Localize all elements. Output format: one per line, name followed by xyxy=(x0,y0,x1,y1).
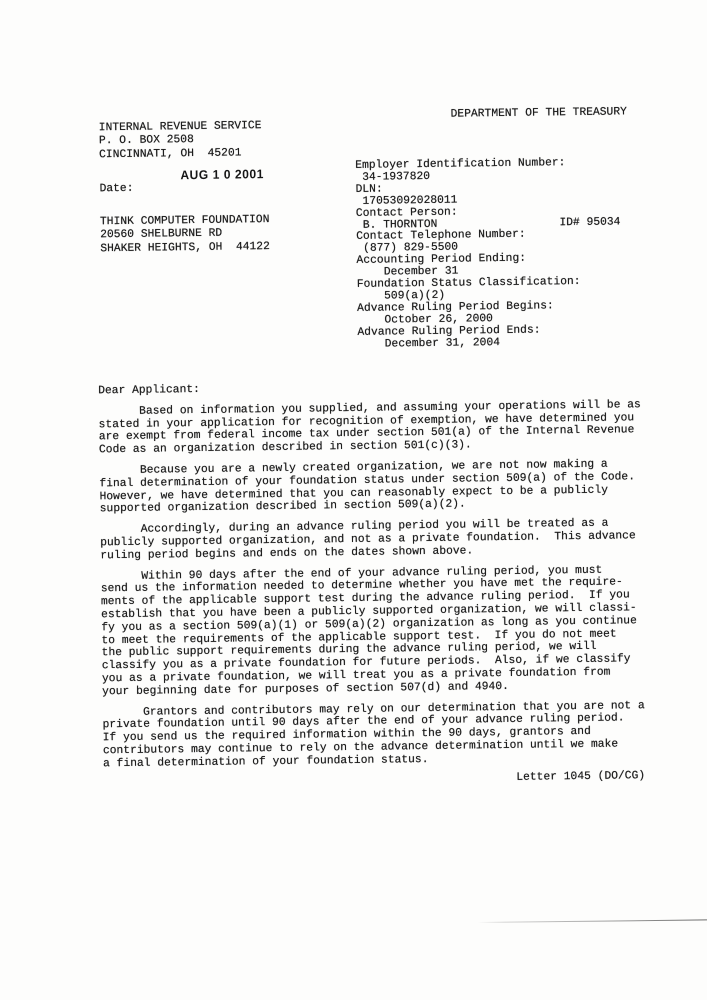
paragraph-foundation-status: Because you are a newly created organization, we are not now making a final determination of your foundation status under section 509(a) of the Code. However, we have determined that you can reasonably expect to be a publicly supported organization described in section 509(a)(2). xyxy=(99,458,636,516)
date-stamp: AUG 1 0 2001 xyxy=(180,167,265,183)
sender-address: INTERNAL REVENUE SERVICE P. O. BOX 2508 CINCINNATI, OH 45201 xyxy=(98,120,262,161)
paragraph-exemption-determination: Based on information you supplied, and assuming your operations will be as stated in your application for recognition of exemption, we have determined you are exempt from federal income tax under section 501(a) of the Internal Revenue Code as an organization described in section 501(c)(3). xyxy=(98,398,641,457)
salutation: Dear Applicant: xyxy=(98,383,200,398)
paragraph-support-test: Within 90 days after the end of your advance ruling period, you must send us the information needed to determine whether you have met the require- ments of the applicable support test during the advance ruling period. If you establish that you have been a publicly supported organization, we will classi- fy you as a section 509(a)(1) or 509(a)(2) organization as long as you continue to meet the requirements of the applicable support test. If you do not meet the public support requirements during the advance ruling period, we will classify you as a private foundation for future periods. Also, if we classify you as a private foundation, we will treat you as a private foundation from your beginning date for purposes of section 507(d) and 4940. xyxy=(100,564,637,698)
paragraph-grantors-contributors: Grantors and contributors may rely on our determination that you are not a private foundation until 90 days after the end of your advance ruling period. If you send us the required information within the 90 days, grantors and contributors may continue to rely on the advance determination until we make a final determination of your foundation status. xyxy=(102,699,645,770)
case-details-block: Employer Identification Number: 34-1937820 DLN: 17053092028011 Contact Person: B. THORNTON ID# 95034 Contact Telephone Number: (877) 829-5500 Accounting Period Ending: December 31 Foundation Status Classification: 509(a)(2) Advance Ruling Period Begins: October 26, 2000 Advance Ruling Period Ends: December 31, 2004 xyxy=(355,157,621,351)
paragraph-advance-ruling: Accordingly, during an advance ruling period you will be treated as a publicly supported organization, and not as a private foundation. This advance ruling period begins and ends on the dates shown above. xyxy=(99,517,636,563)
department-name: DEPARTMENT OF THE TREASURY xyxy=(450,106,627,121)
letter-body xyxy=(98,378,663,771)
recipient-address: THINK COMPUTER FOUNDATION 20560 SHELBURNE RD SHAKER HEIGHTS, OH 44122 xyxy=(99,214,270,255)
date-label: Date: xyxy=(99,182,134,196)
letter-code: Letter 1045 (DO/CG) xyxy=(516,770,646,784)
